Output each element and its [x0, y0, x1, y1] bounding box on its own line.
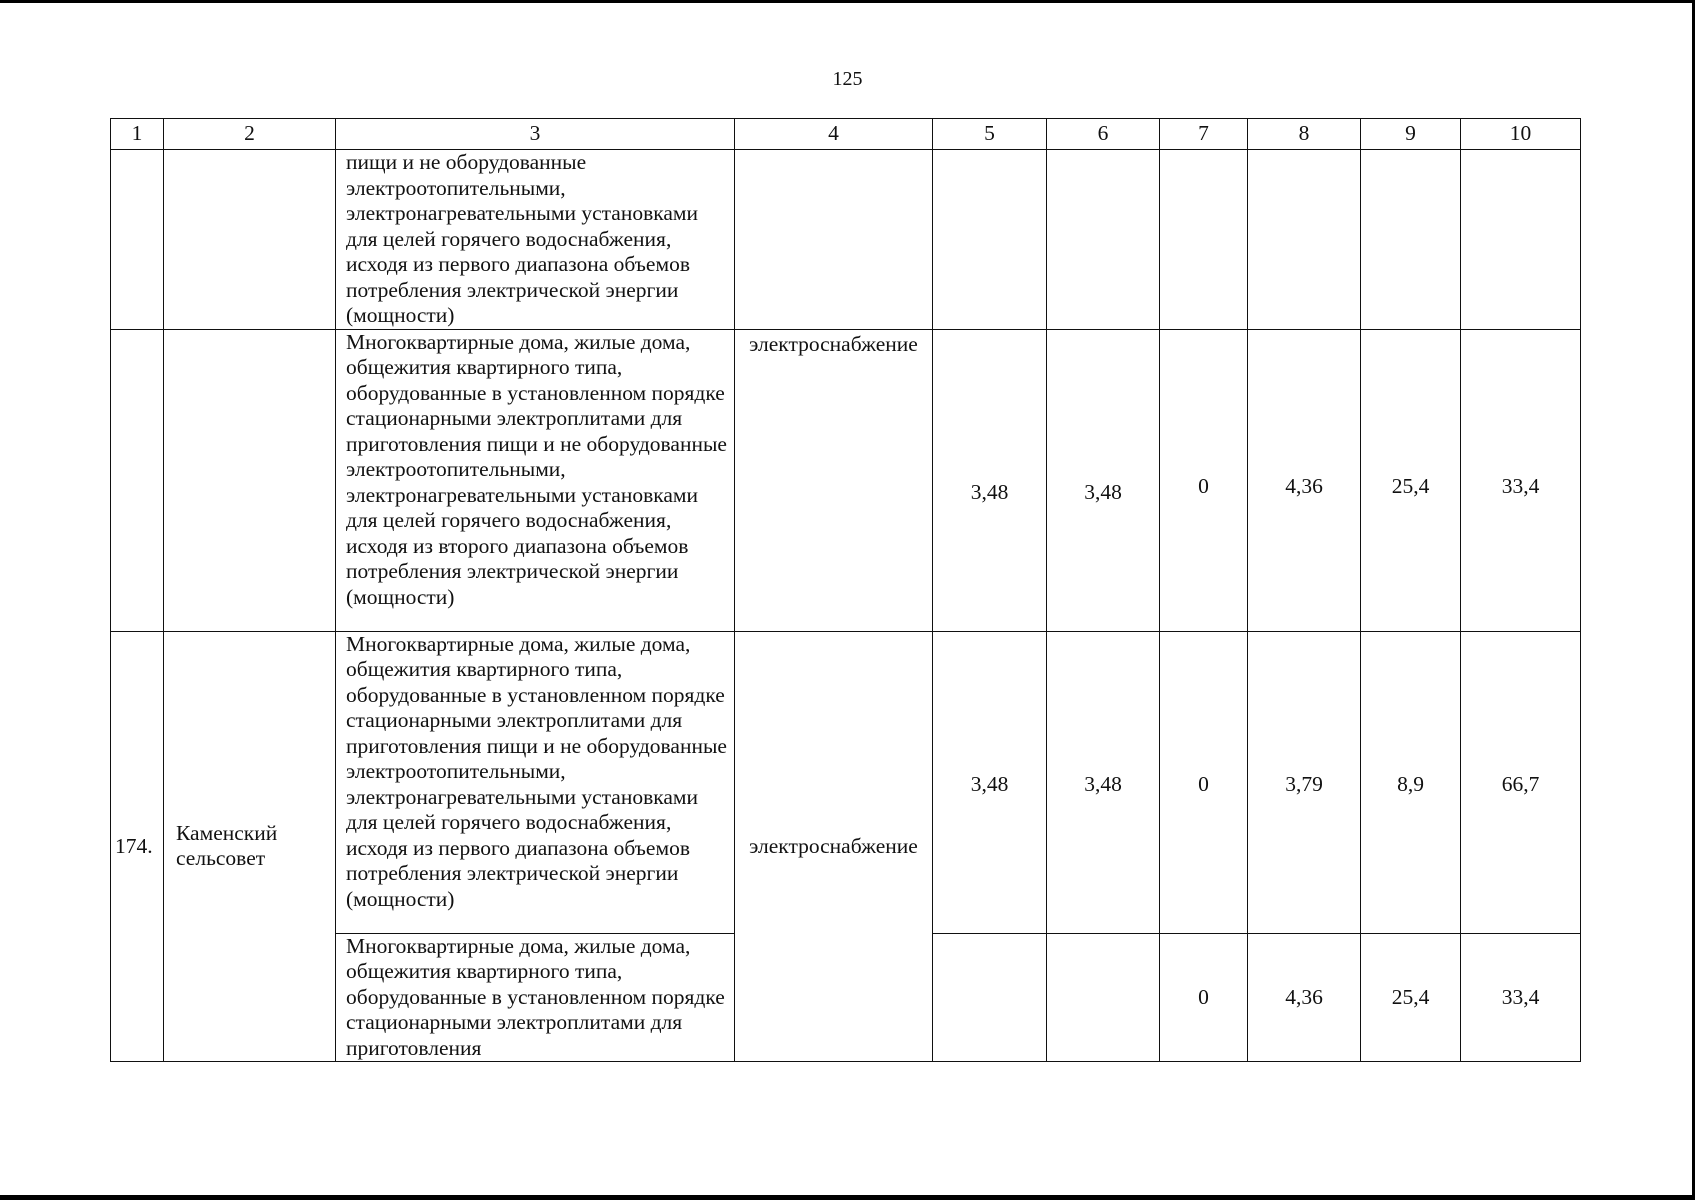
value-col-6 — [1047, 150, 1160, 330]
service-type — [735, 150, 933, 330]
row-number: 174. — [111, 631, 164, 1062]
value-col-5 — [933, 933, 1047, 1062]
value-col-10: 66,7 — [1461, 631, 1581, 933]
tariff-table — [110, 118, 1581, 1062]
column-header: 2 — [164, 119, 336, 150]
value-col-10: 33,4 — [1461, 933, 1581, 1062]
row-number — [111, 150, 164, 330]
value-col-8: 4,36 — [1248, 329, 1361, 631]
value-col-7: 0 — [1160, 631, 1248, 933]
service-type: электроснабжение — [735, 631, 933, 1062]
consumer-category: пищи и не оборудованные электроотопительными, электронагревательными установками для целей горячего водоснабжения, исходя из первого диапазона объемов потребления электрической энергии (мощности) — [336, 150, 735, 330]
table-row — [111, 631, 1581, 933]
column-header: 6 — [1047, 119, 1160, 150]
column-header: 9 — [1361, 119, 1461, 150]
table-header-row — [111, 119, 1581, 150]
table-row — [111, 329, 1581, 631]
value-col-8: 3,79 — [1248, 631, 1361, 933]
consumer-category: Многоквартирные дома, жилые дома, общежития квартирного типа, оборудованные в установленном порядке стационарными электроплитами для приготовления — [336, 933, 735, 1062]
column-header: 3 — [336, 119, 735, 150]
settlement-name: Каменский сельсовет — [164, 631, 336, 1062]
value-col-7: 0 — [1160, 933, 1248, 1062]
settlement-name — [164, 329, 336, 631]
value-col-7: 0 — [1160, 329, 1248, 631]
service-type: электроснабжение — [735, 329, 933, 631]
column-header: 1 — [111, 119, 164, 150]
value-col-7 — [1160, 150, 1248, 330]
value-col-5: 3,48 — [933, 329, 1047, 631]
row-number — [111, 329, 164, 631]
consumer-category: Многоквартирные дома, жилые дома, общежития квартирного типа, оборудованные в установленном порядке стационарными электроплитами для приготовления пищи и не оборудованные электроотопительными, электронагревательными установками для целей горячего водоснабжения, исходя из второго диапазона объемов потребления электрической энергии (мощности) — [336, 329, 735, 631]
column-header: 4 — [735, 119, 933, 150]
page-border-bottom — [0, 1195, 1695, 1200]
value-col-8 — [1248, 150, 1361, 330]
value-col-6: 3,48 — [1047, 631, 1160, 933]
page-border-top — [0, 0, 1695, 3]
value-col-8: 4,36 — [1248, 933, 1361, 1062]
value-col-5: 3,48 — [933, 631, 1047, 933]
value-col-6 — [1047, 933, 1160, 1062]
column-header: 10 — [1461, 119, 1581, 150]
consumer-category: Многоквартирные дома, жилые дома, общежития квартирного типа, оборудованные в установленном порядке стационарными электроплитами для приготовления пищи и не оборудованные электроотопительными, электронагревательными установками для целей горячего водоснабжения, исходя из первого диапазона объемов потребления электрической энергии (мощности) — [336, 631, 735, 933]
value-col-10: 33,4 — [1461, 329, 1581, 631]
value-col-9 — [1361, 150, 1461, 330]
column-header: 7 — [1160, 119, 1248, 150]
value-col-6: 3,48 — [1047, 329, 1160, 631]
table-row — [111, 150, 1581, 330]
value-col-9: 25,4 — [1361, 329, 1461, 631]
page-number: 125 — [832, 68, 863, 90]
value-col-10 — [1461, 150, 1581, 330]
column-header: 8 — [1248, 119, 1361, 150]
value-col-5 — [933, 150, 1047, 330]
settlement-name — [164, 150, 336, 330]
value-col-9: 25,4 — [1361, 933, 1461, 1062]
value-col-9: 8,9 — [1361, 631, 1461, 933]
column-header: 5 — [933, 119, 1047, 150]
